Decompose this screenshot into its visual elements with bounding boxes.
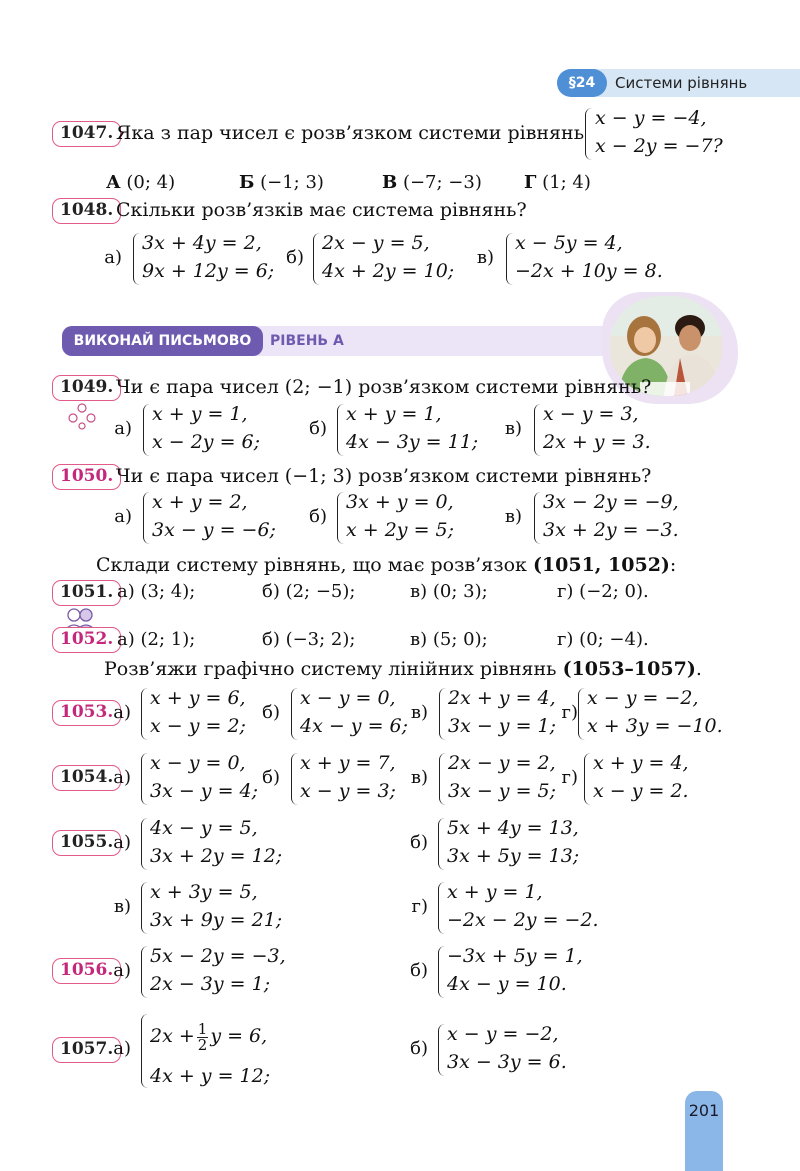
item-label: в) bbox=[410, 702, 428, 723]
item-label: в) bbox=[113, 896, 131, 917]
problem-1048-c bbox=[472, 231, 663, 287]
equation: 3x + 4y = 2, bbox=[142, 232, 262, 254]
item-label: в) bbox=[410, 767, 428, 788]
problem-number-1055: 1055. bbox=[52, 830, 121, 856]
item-label: а) bbox=[113, 702, 131, 723]
equation: x + y = 2, bbox=[152, 491, 248, 513]
equation: 2x − y = 2, bbox=[448, 752, 556, 774]
brace bbox=[291, 753, 298, 805]
equation: 3x − y = 4; bbox=[150, 780, 259, 802]
equation: x − y = 2; bbox=[150, 715, 246, 737]
equation: 3x − 3y = 6. bbox=[447, 1051, 567, 1073]
item-label: б) bbox=[309, 418, 327, 439]
brace bbox=[439, 753, 446, 805]
item-label: а) bbox=[113, 832, 131, 853]
equation: x − y = 0, bbox=[300, 687, 396, 709]
brace bbox=[141, 882, 148, 934]
equation: x − y = 0, bbox=[150, 752, 246, 774]
section-number: §24 bbox=[557, 69, 607, 97]
problem-1050-b bbox=[305, 490, 465, 546]
brace bbox=[585, 108, 592, 160]
answer-option: А (0; 4) bbox=[106, 172, 176, 193]
item-label: в) bbox=[476, 247, 494, 268]
problem-1054-c bbox=[402, 751, 557, 807]
equation: x + y = 6, bbox=[150, 687, 246, 709]
equation: x − y = 2. bbox=[593, 780, 689, 802]
brace bbox=[534, 492, 541, 544]
brace bbox=[141, 818, 148, 870]
equation: x − y = −2, bbox=[447, 1023, 559, 1045]
problem-1049-question: Чи є пара чисел (2; −1) розв’язком системи рівнянь? bbox=[116, 376, 652, 398]
equation: x + y = 7, bbox=[300, 752, 396, 774]
equation: x + 3y = 5, bbox=[150, 881, 258, 903]
brace bbox=[506, 233, 513, 285]
equation: 5x − 2y = −3, bbox=[150, 945, 286, 967]
equation: 2x + y = 4, bbox=[448, 687, 556, 709]
problem-1055-b bbox=[402, 816, 580, 872]
brace bbox=[141, 1014, 148, 1088]
problem-1054-a bbox=[104, 751, 259, 807]
brace bbox=[578, 688, 585, 740]
problem-1056-a bbox=[104, 944, 286, 1000]
answer-option: В (−7; −3) bbox=[382, 172, 482, 193]
item-label: б) bbox=[410, 832, 428, 853]
problem-1049-a bbox=[110, 402, 260, 458]
item-label: г) bbox=[561, 767, 578, 788]
page-number-tab bbox=[685, 1091, 723, 1171]
problem-1055-a bbox=[104, 816, 283, 872]
problem-1053-a bbox=[104, 686, 244, 742]
equation: 3x + 2y = −3. bbox=[543, 519, 679, 541]
brace bbox=[141, 688, 148, 740]
equation: 2x + y = 3. bbox=[543, 431, 651, 453]
item-label: а) bbox=[113, 1038, 131, 1059]
brace bbox=[141, 753, 148, 805]
problem-1054-b bbox=[256, 751, 396, 807]
brace bbox=[143, 404, 150, 456]
equation: 3x − y = 1; bbox=[448, 715, 557, 737]
brace bbox=[291, 688, 298, 740]
equation: 4x − y = 10. bbox=[447, 973, 567, 995]
equation: x − 2y = −7? bbox=[595, 135, 723, 157]
brace bbox=[438, 946, 445, 998]
equation: x − 5y = 4, bbox=[515, 232, 623, 254]
problem-1049-c bbox=[500, 402, 660, 458]
equation: x − y = −4, bbox=[595, 107, 707, 129]
banner-title: ВИКОНАЙ ПИСЬМОВО bbox=[62, 326, 263, 356]
section-title: Системи рівнянь bbox=[615, 74, 748, 92]
list-item: б) (−3; 2); bbox=[262, 629, 356, 650]
equation: 4x + y = 12; bbox=[150, 1065, 271, 1087]
problem-1053-c bbox=[402, 686, 557, 742]
item-label: б) bbox=[309, 506, 327, 527]
problem-1048-a bbox=[100, 231, 275, 287]
problem-number-1051: 1051. bbox=[52, 580, 121, 606]
problem-number-1057: 1057. bbox=[52, 1037, 121, 1063]
brace bbox=[337, 404, 344, 456]
problem-1050-question: Чи є пара чисел (−1; 3) розв’язком системи рівнянь? bbox=[116, 465, 652, 487]
equation: 4x + 2y = 10; bbox=[322, 260, 455, 282]
equation: −2x − 2y = −2. bbox=[447, 909, 599, 931]
equation: x − y = 3; bbox=[300, 780, 396, 802]
problem-number-1052: 1052. bbox=[52, 627, 121, 653]
fraction-one-half: $\frac{1}{2}$ bbox=[197, 1019, 208, 1054]
equation: x + y = 1, bbox=[447, 881, 543, 903]
equation: 3x − y = 5; bbox=[448, 780, 557, 802]
brace bbox=[584, 753, 591, 805]
brace bbox=[438, 1024, 445, 1076]
equation: 3x − y = −6; bbox=[152, 519, 276, 541]
equation: x + y = 4, bbox=[593, 752, 689, 774]
item-label: б) bbox=[286, 247, 304, 268]
brace bbox=[534, 404, 541, 456]
problem-1057-b bbox=[402, 1022, 572, 1078]
problem-number-1054: 1054. bbox=[52, 765, 121, 791]
section-header bbox=[557, 69, 800, 97]
problem-1048-question: Скільки розв’язків має система рівнянь? bbox=[116, 199, 527, 221]
equation: 4x − 3y = 11; bbox=[346, 431, 479, 453]
problem-number-1056: 1056. bbox=[52, 958, 121, 984]
equation: 3x + y = 0, bbox=[346, 491, 454, 513]
problem-1053-b bbox=[256, 686, 409, 742]
list-item: г) (0; −4). bbox=[557, 629, 649, 650]
level-banner bbox=[62, 326, 622, 356]
equation: 3x + 5y = 13; bbox=[447, 845, 580, 867]
problem-1047-system bbox=[585, 106, 723, 162]
problem-1055-d bbox=[402, 880, 599, 936]
brace bbox=[337, 492, 344, 544]
list-item: а) (2; 1); bbox=[117, 629, 196, 650]
equation: x − 2y = 6; bbox=[152, 431, 261, 453]
brace bbox=[438, 882, 445, 934]
page-number: 201 bbox=[688, 1101, 720, 1120]
item-label: б) bbox=[410, 960, 428, 981]
problem-1048-b bbox=[282, 231, 455, 287]
equation: x − y = −2, bbox=[587, 687, 699, 709]
list-item: в) (5; 0); bbox=[410, 629, 488, 650]
list-item: г) (−2; 0). bbox=[557, 581, 649, 602]
problem-number-1047: 1047. bbox=[52, 121, 121, 147]
problem-number-1053: 1053. bbox=[52, 700, 121, 726]
list-item: а) (3; 4); bbox=[117, 581, 196, 602]
list-item: в) (0; 3); bbox=[410, 581, 488, 602]
item-label: а) bbox=[113, 767, 131, 788]
brace bbox=[143, 492, 150, 544]
equation: 3x + 2y = 12; bbox=[150, 845, 283, 867]
item-label: б) bbox=[410, 1038, 428, 1059]
answer-option: Б (−1; 3) bbox=[239, 172, 324, 193]
answer-option: Г (1; 4) bbox=[524, 172, 591, 193]
item-label: а) bbox=[104, 247, 122, 268]
equation: 2x + $\frac{1}{2}$ y = 6, bbox=[150, 1019, 268, 1054]
equation: −3x + 5y = 1, bbox=[447, 945, 583, 967]
problem-1050-a bbox=[110, 490, 276, 546]
equation: 3x + 9y = 21; bbox=[150, 909, 283, 931]
item-label: а) bbox=[113, 960, 131, 981]
problem-number-1050: 1050. bbox=[52, 464, 121, 490]
equation: 5x + 4y = 13, bbox=[447, 817, 579, 839]
problem-1054-d bbox=[546, 751, 689, 807]
equation: 2x − 3y = 1; bbox=[150, 973, 271, 995]
equation: 2x − y = 5, bbox=[322, 232, 430, 254]
brace bbox=[313, 233, 320, 285]
problem-number-1049: 1049. bbox=[52, 375, 121, 401]
equation: −2x + 10y = 8. bbox=[515, 260, 663, 282]
equation: x + 3y = −10. bbox=[587, 715, 723, 737]
item-label: б) bbox=[262, 702, 280, 723]
item-label: в) bbox=[504, 506, 522, 527]
problem-1056-b bbox=[402, 944, 583, 1000]
instruction-1051-1052: Склади систему рівнянь, що має розв’язок (1051, 1052): bbox=[96, 554, 677, 576]
problem-1047-question: Яка з пар чисел є розв’язком системи рівнянь bbox=[116, 122, 585, 144]
problem-1050-c bbox=[500, 490, 680, 546]
equation: 9x + 12y = 6; bbox=[142, 260, 275, 282]
problem-1057-a bbox=[104, 1012, 274, 1092]
instruction-1053-1057: Розв’яжи графічно систему лінійних рівнянь (1053–1057). bbox=[104, 658, 702, 680]
brace bbox=[141, 946, 148, 998]
equation: x + 2y = 5; bbox=[346, 519, 455, 541]
item-label: а) bbox=[114, 506, 132, 527]
list-item: б) (2; −5); bbox=[262, 581, 356, 602]
brace bbox=[438, 818, 445, 870]
problem-number-1048: 1048. bbox=[52, 198, 121, 224]
problem-1049-b bbox=[305, 402, 479, 458]
equation: 4x − y = 6; bbox=[300, 715, 409, 737]
brace bbox=[133, 233, 140, 285]
banner-level: РІВЕНЬ А bbox=[270, 333, 344, 349]
equation: 3x − 2y = −9, bbox=[543, 491, 679, 513]
item-label: б) bbox=[262, 767, 280, 788]
equation: 4x − y = 5, bbox=[150, 817, 258, 839]
brace bbox=[439, 688, 446, 740]
equation: x + y = 1, bbox=[152, 403, 248, 425]
item-label: г) bbox=[411, 896, 428, 917]
item-label: а) bbox=[114, 418, 132, 439]
problem-1055-c bbox=[104, 880, 283, 936]
group-work-icon bbox=[66, 402, 98, 432]
equation: x − y = 3, bbox=[543, 403, 639, 425]
item-label: г) bbox=[561, 702, 578, 723]
problem-1053-d bbox=[546, 686, 723, 742]
item-label: в) bbox=[504, 418, 522, 439]
equation: x + y = 1, bbox=[346, 403, 442, 425]
